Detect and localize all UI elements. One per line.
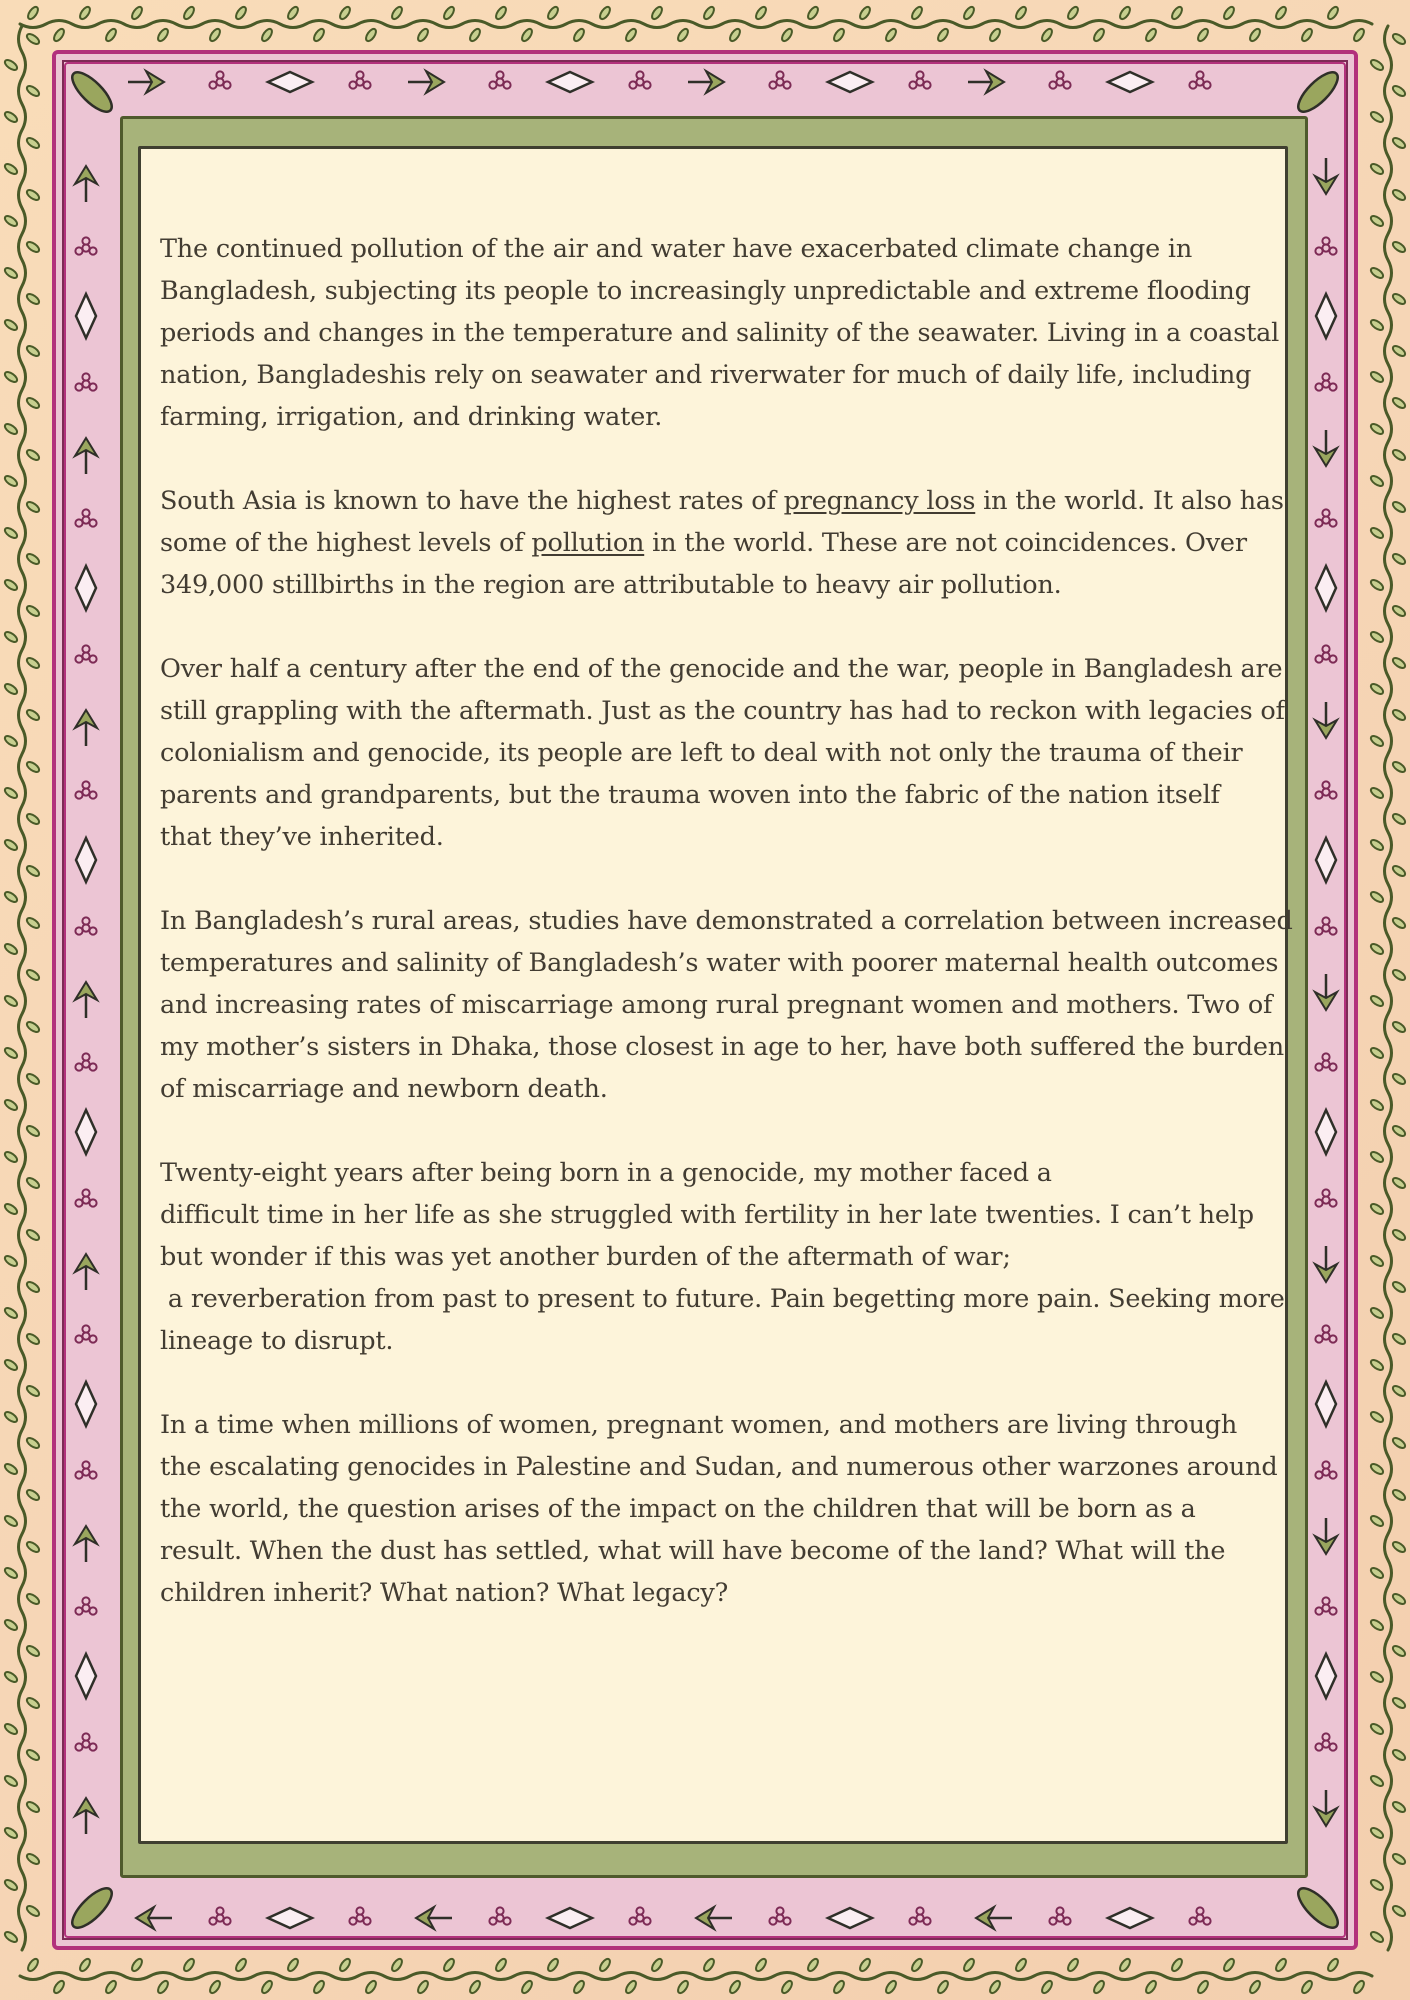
paragraph-4 (160, 900, 1293, 1110)
diamond-icon (1316, 838, 1336, 882)
diamond-icon (268, 72, 312, 92)
diamond-icon (1108, 1908, 1152, 1928)
text-line: Bangladesh, subjecting its people to increasingly unpredictable and extreme flooding (160, 276, 1251, 306)
text-line: periods and changes in the temperature and salinity of the seawater. Living in a coastal (160, 318, 1280, 348)
flower-icon (75, 645, 96, 662)
text-line: nation, Bangladeshis rely on seawater and riverwater for much of daily life, including (160, 360, 1252, 390)
flower-icon (75, 1597, 96, 1614)
flower-icon (349, 71, 370, 88)
diamond-icon (1316, 1110, 1336, 1154)
text-line: 349,000 stillbirths in the region are attributable to heavy air pollution. (160, 570, 1062, 600)
arrow-icon (1315, 974, 1337, 1010)
text-segment: some of the highest levels of (160, 528, 532, 558)
pollution-link[interactable]: pollution (531, 528, 645, 558)
flower-icon (1315, 1461, 1336, 1478)
flower-icon (1315, 645, 1336, 662)
arrow-icon (1315, 1518, 1337, 1554)
diamond-icon (828, 1908, 872, 1928)
arrow-icon (416, 1907, 452, 1929)
text-line: still grappling with the aftermath. Just as the country has had to reckon with legacies of (160, 696, 1285, 726)
diamond-icon (1316, 566, 1336, 610)
diamond-icon (76, 1654, 96, 1698)
flower-icon (1189, 71, 1210, 88)
arrow-icon (75, 982, 97, 1018)
diamond-icon (268, 1908, 312, 1928)
diamond-icon (1316, 1654, 1336, 1698)
text-line (160, 480, 1284, 522)
flower-icon (1315, 1733, 1336, 1750)
flower-icon (1049, 71, 1070, 88)
diamond-icon (76, 294, 96, 338)
text-line: a reverberation from past to present to future. Pain begetting more pain. Seeking more (160, 1284, 1285, 1314)
arrow-icon (1315, 702, 1337, 738)
flower-icon (1315, 1325, 1336, 1342)
flower-icon (75, 373, 96, 390)
text-line: result. When the dust has settled, what will have become of the land? What will the (160, 1536, 1226, 1566)
text-line: The continued pollution of the air and water have exacerbated climate change in (160, 234, 1193, 264)
paragraph-3 (160, 648, 1285, 858)
text-line: the world, the question arises of the impact on the children that will be born as a (160, 1494, 1196, 1524)
text-line: but wonder if this was yet another burden of the aftermath of war; (160, 1242, 1011, 1272)
text-segment: in the world. These are not coincidences. Over (644, 528, 1247, 558)
arrow-icon (75, 438, 97, 474)
text-line: my mother’s sisters in Dhaka, those closest in age to her, have both suffered the burden (160, 1032, 1284, 1062)
text-line: colonialism and genocide, its people are left to deal with not only the trauma of their (160, 738, 1243, 768)
text-line: In Bangladesh’s rural areas, studies have demonstrated a correlation between increased (160, 906, 1293, 936)
text-line: Twenty-eight years after being born in a genocide, my mother faced a (160, 1158, 1052, 1188)
flower-icon (489, 1907, 510, 1924)
text-line: In a time when millions of women, pregnant women, and mothers are living through (160, 1410, 1238, 1440)
flower-icon (75, 1325, 96, 1342)
arrow-icon (968, 71, 1004, 93)
text-line: parents and grandparents, but the trauma woven into the fabric of the nation itself (160, 780, 1220, 810)
text-line: the escalating genocides in Palestine and Sudan, and numerous other warzones around (160, 1452, 1278, 1482)
paragraph-5 (160, 1152, 1285, 1362)
diamond-icon (76, 838, 96, 882)
arrow-icon (75, 1526, 97, 1562)
flower-icon (75, 1461, 96, 1478)
flower-icon (1315, 373, 1336, 390)
arrow-icon (75, 1254, 97, 1290)
arrow-icon (128, 71, 164, 93)
flower-icon (909, 1907, 930, 1924)
flower-icon (209, 71, 230, 88)
flower-icon (75, 1053, 96, 1070)
flower-icon (489, 71, 510, 88)
diamond-icon (828, 72, 872, 92)
essay-body (160, 228, 1293, 1656)
arrow-icon (75, 1798, 97, 1834)
arrow-icon (696, 1907, 732, 1929)
text-line: difficult time in her life as she struggled with fertility in her late twenties. I can’t help (160, 1200, 1254, 1230)
text-line: and increasing rates of miscarriage among rural pregnant women and mothers. Two of (160, 990, 1273, 1020)
diamond-icon (1316, 294, 1336, 338)
flower-icon (75, 1733, 96, 1750)
text-line: farming, irrigation, and drinking water. (160, 402, 663, 432)
leaf-icon (67, 1883, 118, 1934)
text-line: Over half a century after the end of the genocide and the war, people in Bangladesh are (160, 654, 1283, 684)
flower-icon (1049, 1907, 1070, 1924)
arrow-icon (976, 1907, 1012, 1929)
flower-icon (75, 917, 96, 934)
diamond-icon (1316, 1382, 1336, 1426)
arrow-icon (1315, 158, 1337, 194)
diamond-icon (76, 1110, 96, 1154)
flower-icon (1315, 237, 1336, 254)
diamond-icon (1108, 72, 1152, 92)
flower-icon (769, 71, 790, 88)
flower-icon (1315, 1597, 1336, 1614)
text-line: children inherit? What nation? What legacy? (160, 1578, 729, 1608)
arrow-icon (688, 71, 724, 93)
text-line: lineage to disrupt. (160, 1326, 394, 1356)
flower-icon (1315, 781, 1336, 798)
diamond-icon (548, 1908, 592, 1928)
flower-icon (75, 509, 96, 526)
arrow-icon (75, 710, 97, 746)
text-segment: in the world. It also has (975, 486, 1284, 516)
leaf-icon (1293, 1883, 1344, 1934)
flower-icon (75, 781, 96, 798)
paragraph-2 (160, 480, 1284, 606)
arrow-icon (136, 1907, 172, 1929)
leaf-icon (67, 67, 118, 118)
pregnancy-loss-link[interactable]: pregnancy loss (783, 486, 976, 516)
leaf-icon (1293, 67, 1344, 118)
flower-icon (1315, 1053, 1336, 1070)
flower-icon (1315, 509, 1336, 526)
paragraph-1 (160, 228, 1280, 438)
arrow-icon (408, 71, 444, 93)
flower-icon (629, 71, 650, 88)
diamond-icon (548, 72, 592, 92)
flower-icon (769, 1907, 790, 1924)
arrow-icon (1315, 430, 1337, 466)
flower-icon (1315, 1189, 1336, 1206)
flower-icon (349, 1907, 370, 1924)
flower-icon (75, 1189, 96, 1206)
text-segment: South Asia is known to have the highest rates of (160, 486, 784, 516)
flower-icon (209, 1907, 230, 1924)
diamond-icon (76, 1382, 96, 1426)
flower-icon (75, 237, 96, 254)
text-line: that they’ve inherited. (160, 822, 444, 852)
flower-icon (909, 71, 930, 88)
paragraph-6 (160, 1404, 1278, 1614)
text-line: of miscarriage and newborn death. (160, 1074, 608, 1104)
text-line: temperatures and salinity of Bangladesh’s water with poorer maternal health outcomes (160, 948, 1279, 978)
flower-icon (629, 1907, 650, 1924)
arrow-icon (1315, 1790, 1337, 1826)
diamond-icon (76, 566, 96, 610)
arrow-icon (1315, 1246, 1337, 1282)
flower-icon (1315, 917, 1336, 934)
arrow-icon (75, 166, 97, 202)
flower-icon (1189, 1907, 1210, 1924)
text-line (160, 522, 1247, 564)
